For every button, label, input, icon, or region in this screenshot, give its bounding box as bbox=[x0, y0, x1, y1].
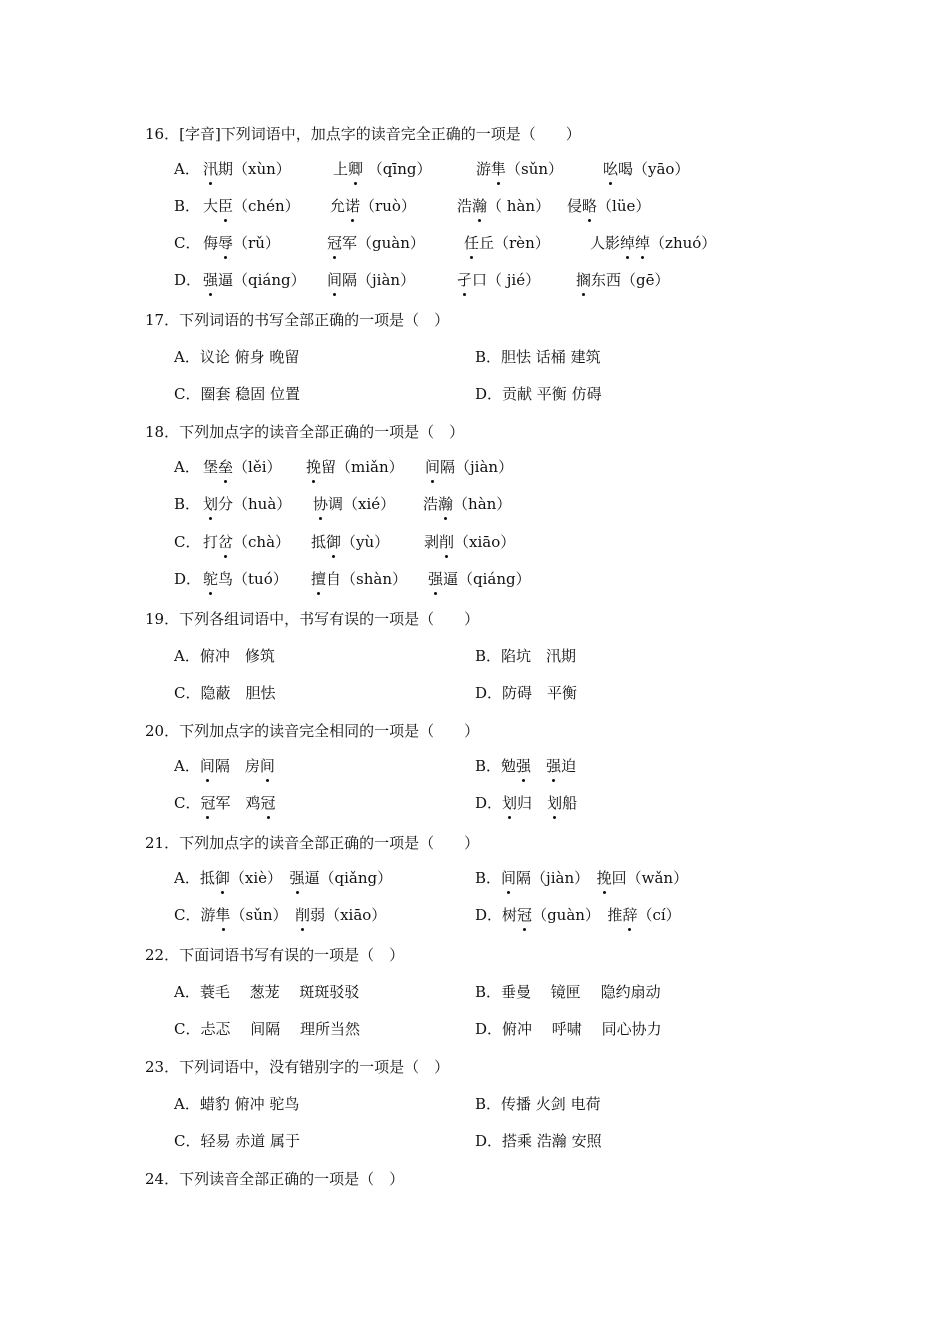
question-18-option-b bbox=[0, 494, 950, 516]
option-text: 间隔（jiàn） 挽回（wǎn） bbox=[501, 869, 689, 887]
option-text: 垂曼 镜匣 隐约扇动 bbox=[501, 983, 661, 1001]
option-letter: A． bbox=[174, 160, 200, 178]
dotted-char: 辞 bbox=[622, 906, 638, 924]
question-19-option-b bbox=[475, 646, 576, 666]
option-a-item-3: 游隼（sǔn） bbox=[476, 160, 564, 178]
dotted-char: 略 bbox=[582, 197, 598, 215]
option-letter: C． bbox=[174, 794, 201, 812]
option-text: 间隔 房间 bbox=[199, 757, 275, 775]
dotted-char: 垒 bbox=[218, 458, 234, 476]
question-22-option-a bbox=[174, 982, 359, 1002]
option-letter: C． bbox=[174, 906, 201, 924]
dotted-char: 御 bbox=[326, 533, 342, 551]
option-letter: B． bbox=[174, 197, 201, 215]
option-letter: C． bbox=[174, 1020, 201, 1038]
dotted-char: 瀚 bbox=[472, 197, 488, 215]
dotted-char: 卿 bbox=[348, 160, 364, 178]
dotted-char: 划 bbox=[203, 495, 219, 513]
option-text: 陷坑 汛期 bbox=[501, 647, 577, 665]
question-24-stem: 24．下列读音全部正确的一项是（ ） bbox=[145, 1170, 405, 1188]
question-21-stem: 21．下列加点字的读音全部正确的一项是（ ） bbox=[145, 834, 480, 852]
option-letter: C． bbox=[174, 533, 201, 551]
option-text: 传播 火剑 电荷 bbox=[501, 1095, 601, 1113]
dotted-char: 强 bbox=[203, 271, 219, 289]
dotted-char: 协 bbox=[313, 495, 329, 513]
option-letter: D． bbox=[475, 1132, 503, 1150]
option-d-item-1: 鸵鸟（tuó） bbox=[203, 570, 288, 588]
dotted-char: 冠 bbox=[260, 794, 276, 812]
option-c-item-1: 打岔（chà） bbox=[203, 533, 291, 551]
option-d-item-2: 间隔（jiàn） bbox=[327, 271, 416, 289]
option-letter: D． bbox=[475, 906, 503, 924]
option-b-item-2: 允诺（ruò） bbox=[330, 197, 416, 215]
question-21-option-c bbox=[174, 905, 386, 925]
option-letter: C． bbox=[174, 684, 201, 702]
question-19-option-a bbox=[174, 646, 275, 666]
dotted-char: 强 bbox=[428, 570, 444, 588]
option-b-item-3: 浩瀚（ hàn） bbox=[457, 197, 551, 215]
option-text: 冠军 鸡冠 bbox=[200, 794, 276, 812]
option-a-item-2: 上卿 （qīng） bbox=[333, 160, 432, 178]
option-text: 勉强 强迫 bbox=[501, 757, 577, 775]
option-letter: B． bbox=[475, 983, 502, 1001]
question-22-option-c bbox=[174, 1019, 360, 1039]
option-text: 圈套 稳固 位置 bbox=[200, 385, 301, 403]
dotted-char: 划 bbox=[502, 794, 518, 812]
option-letter: B． bbox=[174, 495, 201, 513]
option-text: 防碍 平衡 bbox=[502, 684, 578, 702]
question-21-option-b bbox=[475, 868, 688, 888]
option-text: 忐忑 间隔 理所当然 bbox=[200, 1020, 361, 1038]
dotted-char: 强 bbox=[289, 869, 305, 887]
dotted-char: 诺 bbox=[345, 197, 361, 215]
option-text: 抵御（xiè） 强逼（qiǎng） bbox=[199, 869, 393, 887]
dotted-char: 间 bbox=[501, 869, 517, 887]
dotted-char: 冠 bbox=[327, 234, 343, 252]
dotted-char: 挽 bbox=[596, 869, 612, 887]
option-letter: D． bbox=[475, 794, 503, 812]
question-23-option-b bbox=[475, 1094, 601, 1114]
question-17-option-b bbox=[475, 347, 601, 367]
dotted-char: 擅 bbox=[311, 570, 327, 588]
dotted-char: 间 bbox=[199, 757, 215, 775]
option-text: 俯冲 呼啸 同心协力 bbox=[502, 1020, 662, 1038]
option-letter: A． bbox=[174, 348, 200, 366]
dotted-char: 强 bbox=[516, 757, 532, 775]
question-18-stem: 18．下列加点字的读音全部正确的一项是（ ） bbox=[145, 423, 465, 441]
option-a-item-1: 堡垒（lěi） bbox=[203, 458, 282, 476]
option-letter: D． bbox=[174, 271, 202, 289]
dotted-char: 隼 bbox=[215, 906, 231, 924]
dotted-char: 间 bbox=[259, 757, 275, 775]
question-16-stem: 16．[字音]下列词语中，加点字的读音完全正确的一项是（ ） bbox=[145, 125, 581, 143]
dotted-char: 强 bbox=[546, 757, 562, 775]
option-d-item-4: 搁东西（gē） bbox=[576, 271, 670, 289]
option-letter: B． bbox=[475, 348, 502, 366]
question-19-option-c bbox=[174, 683, 276, 703]
option-letter: C． bbox=[174, 1132, 201, 1150]
option-letter: D． bbox=[475, 385, 503, 403]
option-letter: A． bbox=[174, 869, 200, 887]
option-letter: C． bbox=[174, 385, 201, 403]
option-letter: B． bbox=[475, 1095, 502, 1113]
question-23-option-a bbox=[174, 1094, 299, 1114]
question-20-option-d bbox=[475, 793, 577, 813]
question-20-option-a bbox=[174, 756, 275, 776]
option-letter: B． bbox=[475, 869, 502, 887]
option-letter: C． bbox=[174, 234, 201, 252]
option-d-item-2: 擅自（shàn） bbox=[311, 570, 407, 588]
option-text: 议论 俯身 晚留 bbox=[199, 348, 300, 366]
option-c-item-3: 任丘（rèn） bbox=[464, 234, 550, 252]
option-a-item-4: 吆喝（yāo） bbox=[603, 160, 690, 178]
question-22-option-d bbox=[475, 1019, 662, 1039]
dotted-char: 御 bbox=[214, 869, 230, 887]
dotted-char: 冠 bbox=[517, 906, 533, 924]
question-18-option-a bbox=[0, 457, 950, 479]
question-17-stem: 17．下列词语的书写全部正确的一项是（ ） bbox=[145, 311, 450, 329]
option-b-item-1: 大臣（chén） bbox=[203, 197, 300, 215]
question-17-option-a bbox=[174, 347, 299, 367]
option-b-item-2: 协调（xié） bbox=[313, 495, 396, 513]
question-23-option-c bbox=[174, 1131, 300, 1151]
option-letter: D． bbox=[475, 684, 503, 702]
question-16-option-a bbox=[0, 159, 950, 181]
option-text: 蜡豹 俯冲 驼鸟 bbox=[199, 1095, 300, 1113]
dotted-char: 隼 bbox=[491, 160, 507, 178]
question-16-option-d bbox=[0, 270, 950, 292]
option-c-item-4: 人影绰绰（zhuó） bbox=[590, 234, 717, 252]
option-c-item-3: 剥削（xiāo） bbox=[424, 533, 516, 551]
dotted-char: 挽 bbox=[306, 458, 322, 476]
option-text: 蓑毛 葱茏 斑斑驳驳 bbox=[199, 983, 360, 1001]
question-19-stem: 19．下列各组词语中，书写有误的一项是（ ） bbox=[145, 610, 480, 628]
question-21-option-d bbox=[475, 905, 681, 925]
dotted-char: 鸵 bbox=[203, 570, 219, 588]
question-18-option-d bbox=[0, 569, 950, 591]
option-letter: B． bbox=[475, 757, 502, 775]
option-text: 树冠（guàn） 推辞（cí） bbox=[502, 906, 681, 924]
option-letter: A． bbox=[174, 983, 200, 1001]
question-20-option-c bbox=[174, 793, 276, 813]
question-16-option-c bbox=[0, 233, 950, 255]
option-a-item-1: 汛期（xùn） bbox=[203, 160, 291, 178]
option-a-item-2: 挽留（miǎn） bbox=[306, 458, 404, 476]
question-22-option-b bbox=[475, 982, 661, 1002]
option-letter: A． bbox=[174, 757, 200, 775]
dotted-char: 削 bbox=[439, 533, 455, 551]
option-text: 搭乘 浩瀚 安照 bbox=[502, 1132, 602, 1150]
question-17-option-c bbox=[174, 384, 300, 404]
option-letter: D． bbox=[475, 1020, 503, 1038]
option-text: 俯冲 修筑 bbox=[199, 647, 275, 665]
dotted-char: 间 bbox=[425, 458, 441, 476]
dotted-char: 辱 bbox=[218, 234, 234, 252]
question-22-stem: 22．下面词语书写有误的一项是（ ） bbox=[145, 946, 405, 964]
option-c-item-2: 抵御（yù） bbox=[311, 533, 390, 551]
question-21-option-a bbox=[174, 868, 392, 888]
dotted-char: 绰 bbox=[635, 234, 651, 252]
option-b-item-3: 浩瀚（hàn） bbox=[423, 495, 512, 513]
option-a-item-3: 间隔（jiàn） bbox=[425, 458, 514, 476]
dotted-char: 岔 bbox=[218, 533, 234, 551]
option-text: 贡献 平衡 仿碍 bbox=[502, 385, 602, 403]
dotted-char: 绰 bbox=[620, 234, 636, 252]
option-d-item-1: 强逼（qiáng） bbox=[203, 271, 306, 289]
dotted-char: 吆 bbox=[603, 160, 619, 178]
option-d-item-3: 强逼（qiáng） bbox=[428, 570, 531, 588]
option-d-item-3: 孑口（ jié） bbox=[457, 271, 541, 289]
dotted-char: 搁 bbox=[576, 271, 592, 289]
option-letter: A． bbox=[174, 458, 200, 476]
question-18-option-c bbox=[0, 532, 950, 554]
option-b-item-1: 划分（huà） bbox=[203, 495, 292, 513]
option-text: 游隼（sǔn） 削弱（xiāo） bbox=[200, 906, 387, 924]
dotted-char: 冠 bbox=[200, 794, 216, 812]
option-letter: A． bbox=[174, 1095, 200, 1113]
dotted-char: 臣 bbox=[218, 197, 234, 215]
option-text: 胆怯 话桶 建筑 bbox=[501, 348, 601, 366]
question-20-stem: 20．下列加点字的读音完全相同的一项是（ ） bbox=[145, 722, 480, 740]
question-16-option-b bbox=[0, 196, 950, 218]
dotted-char: 瀚 bbox=[438, 495, 454, 513]
option-text: 隐蔽 胆怯 bbox=[200, 684, 276, 702]
option-c-item-2: 冠军（guàn） bbox=[327, 234, 425, 252]
option-letter: B． bbox=[475, 647, 502, 665]
option-text: 轻易 赤道 属于 bbox=[200, 1132, 301, 1150]
option-b-item-4: 侵略（lüe） bbox=[567, 197, 651, 215]
dotted-char: 孑 bbox=[457, 271, 473, 289]
question-23-option-d bbox=[475, 1131, 602, 1151]
option-c-item-1: 侮辱（rǔ） bbox=[203, 234, 280, 252]
dotted-char: 任 bbox=[464, 234, 480, 252]
question-19-option-d bbox=[475, 683, 577, 703]
option-letter: D． bbox=[174, 570, 202, 588]
dotted-char: 划 bbox=[547, 794, 563, 812]
question-20-option-b bbox=[475, 756, 576, 776]
dotted-char: 汛 bbox=[203, 160, 219, 178]
option-letter: A． bbox=[174, 647, 200, 665]
question-17-option-d bbox=[475, 384, 602, 404]
dotted-char: 间 bbox=[327, 271, 343, 289]
dotted-char: 削 bbox=[295, 906, 311, 924]
question-23-stem: 23．下列词语中，没有错别字的一项是（ ） bbox=[145, 1058, 450, 1076]
option-text: 划归 划船 bbox=[502, 794, 578, 812]
